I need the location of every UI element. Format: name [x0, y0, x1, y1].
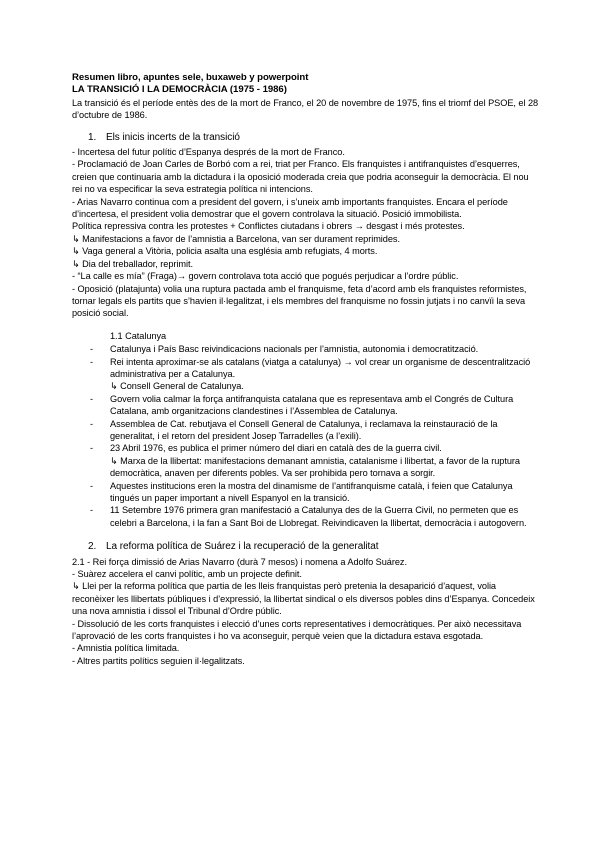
list-item: [72, 442, 540, 479]
list-item: [72, 418, 540, 443]
section-1-line: ↳ Manifestacions a favor de l’amnistia a Barcelona, van ser durament reprimides.: [72, 233, 400, 244]
list-item: [72, 356, 540, 393]
list-item-text: Govern volia calmar la força antifranquista catalana que es representava amb el Congrés de Cultura Catalana, amb organitzacions clandestines i l’Assemblea de Catalunya.: [110, 393, 514, 417]
section-1-line: - “La calle es mía” (Fraga)→ govern controlava tota acció que pogués perjudicar a l’ordre públic.: [72, 271, 459, 282]
section-2-heading: [88, 541, 540, 553]
list-item: [72, 480, 540, 505]
section-1-line: ↳ Vaga general a Vitòria, policia asalta una església amb refugiats, 4 morts.: [72, 246, 378, 257]
section-1-line: - Oposició (platajunta) volia una ruptura pactada amb el franquisme, feta d’acord amb els franquistes reformistes, tornar legals els partits que s’havien il·legalitzat, i els membres del franquisme no fossin jutjats i no canvïi la seva posició social.: [72, 283, 527, 319]
section-2-line: - Suàrez accelera el canvi polític, amb un projecte definit.: [72, 569, 302, 580]
section-2-line: - Amnistia política limitada.: [72, 643, 180, 654]
section-1-line: - Proclamació de Joan Carles de Borbó com a rei, triat per Franco. Els franquistes i antifranquistes d’esquerres, creien que continuaria amb la dictadura i la oposició moderada creia que podria aconseguir la democràcia. El nou rei no va especificar la seva estrategia política ni intencions.: [72, 159, 529, 195]
intro-paragraph: La transició és el període entès des de la mort de Franco, el 20 de novembre de 1975, fins el triomf del PSOE, el 28 d’octubre de 1986.: [72, 97, 539, 121]
list-item-text: Aquestes institucions eren la mostra del dinamisme de l’antifranquisme català, i feien que Catalunya tingués un paper important a nivell Espanyol en la transició.: [110, 480, 513, 503]
section-1-line: - Arias Navarro continua com a president del govern, i s’uneix amb importants franquistes. Encara el període d’incertesa, el president volia demostrar que el govern controlava la situació. Posició immobilista.: [72, 196, 508, 220]
list-item-text: Catalunya i País Basc reivindicacions nacionals per l’amnistia, autonomia i democratització.: [110, 344, 479, 355]
section-2-line: ↳ Llei per la reforma política que partia de les lleis franquistas però pretenia la desaparició d’aquest, volia reconèixer les llibertats públiques i d’expressió, la llibertat sindical o els diversos pobles dins d’Espanya. Concedeix una nova amnistia i dissol el Tribunal d’Ordre públic.: [72, 581, 535, 617]
section-1-1-heading: 1.1 Catalunya: [110, 330, 167, 341]
section-1-body: [72, 146, 540, 320]
section-2-line: - Altres partits polítics seguien il·legalitzats.: [72, 655, 245, 666]
main-title: LA TRANSICIÓ I LA DEMOCRÀCIA (1975 - 1986): [72, 84, 287, 96]
section-1-line: - Incertesa del futur polític d’Espanya després de la mort de Franco.: [72, 147, 345, 158]
section-2-line: 2.1 - Rei força dimissió de Arias Navarro (durà 7 mesos) i nomena a Adolfo Suárez.: [72, 556, 407, 567]
list-item-subnote: ↳ Marxa de la llibertat: manifestacions demanant amnistia, catalanisme i llibertat, a favor de la ruptura democràtica, anaven per diferents pobles. Va ser prohibida pero tornava a sorgir.: [110, 455, 520, 479]
list-item: [72, 504, 540, 529]
section-1-1-list: [72, 343, 540, 529]
list-item-subnote: ↳ Consell General de Catalunya.: [110, 381, 244, 392]
list-item-text: Rei intenta aproximar-se als catalans (viatga a catalunya) → vol crear un organisme de descentralització administrativa per a Catalunya.: [110, 356, 531, 379]
list-item-text: Assemblea de Cat. rebutjava el Consell General de Catalunya, i reclamava la reinstauració de la generalitat, i el retorn del president Josep Tarradelles (a l’exili).: [110, 418, 498, 441]
section-2-title: La reforma política de Suárez i la recuperació de la generalitat: [106, 541, 379, 553]
list-item-text: 23 Abril 1976, es publica el primer número del diari en català des de la guerra civil.: [110, 443, 442, 454]
section-2-number: 2.: [88, 541, 97, 553]
list-item: [72, 393, 540, 418]
section-1-line: Política repressiva contra les protestes + Conflictes ciutadans i obrers → desgast i més protestes.: [72, 221, 465, 232]
section-1-line: ↳ Dia del treballador, reprimit.: [72, 258, 193, 269]
section-1-title: Els inicis incerts de la transició: [106, 131, 240, 143]
section-2-line: - Dissolució de les corts franquistes i elecció d’unes corts representatives i democràtiques. Per això necessitava l’aprovació de les corts franquistes i ho va aconseguir, perquè veien que la dictadura estava esgotada.: [72, 618, 522, 642]
section-2-body: [72, 556, 540, 668]
section-1-heading: [88, 132, 540, 144]
list-item: [72, 343, 540, 355]
section-1-number: 1.: [88, 131, 97, 143]
document-title: Resumen libro, apuntes sele, buxaweb y powerpoint: [72, 72, 309, 83]
list-item-text: 11 Setembre 1976 primera gran manifestació a Catalunya des de la Guerra Civil, no permeten que es celebri a Barcelona, i la fan a Sant Boi de Llobregat. Reivindicaven la llibertat, democràcia i autogovern.: [110, 505, 527, 528]
